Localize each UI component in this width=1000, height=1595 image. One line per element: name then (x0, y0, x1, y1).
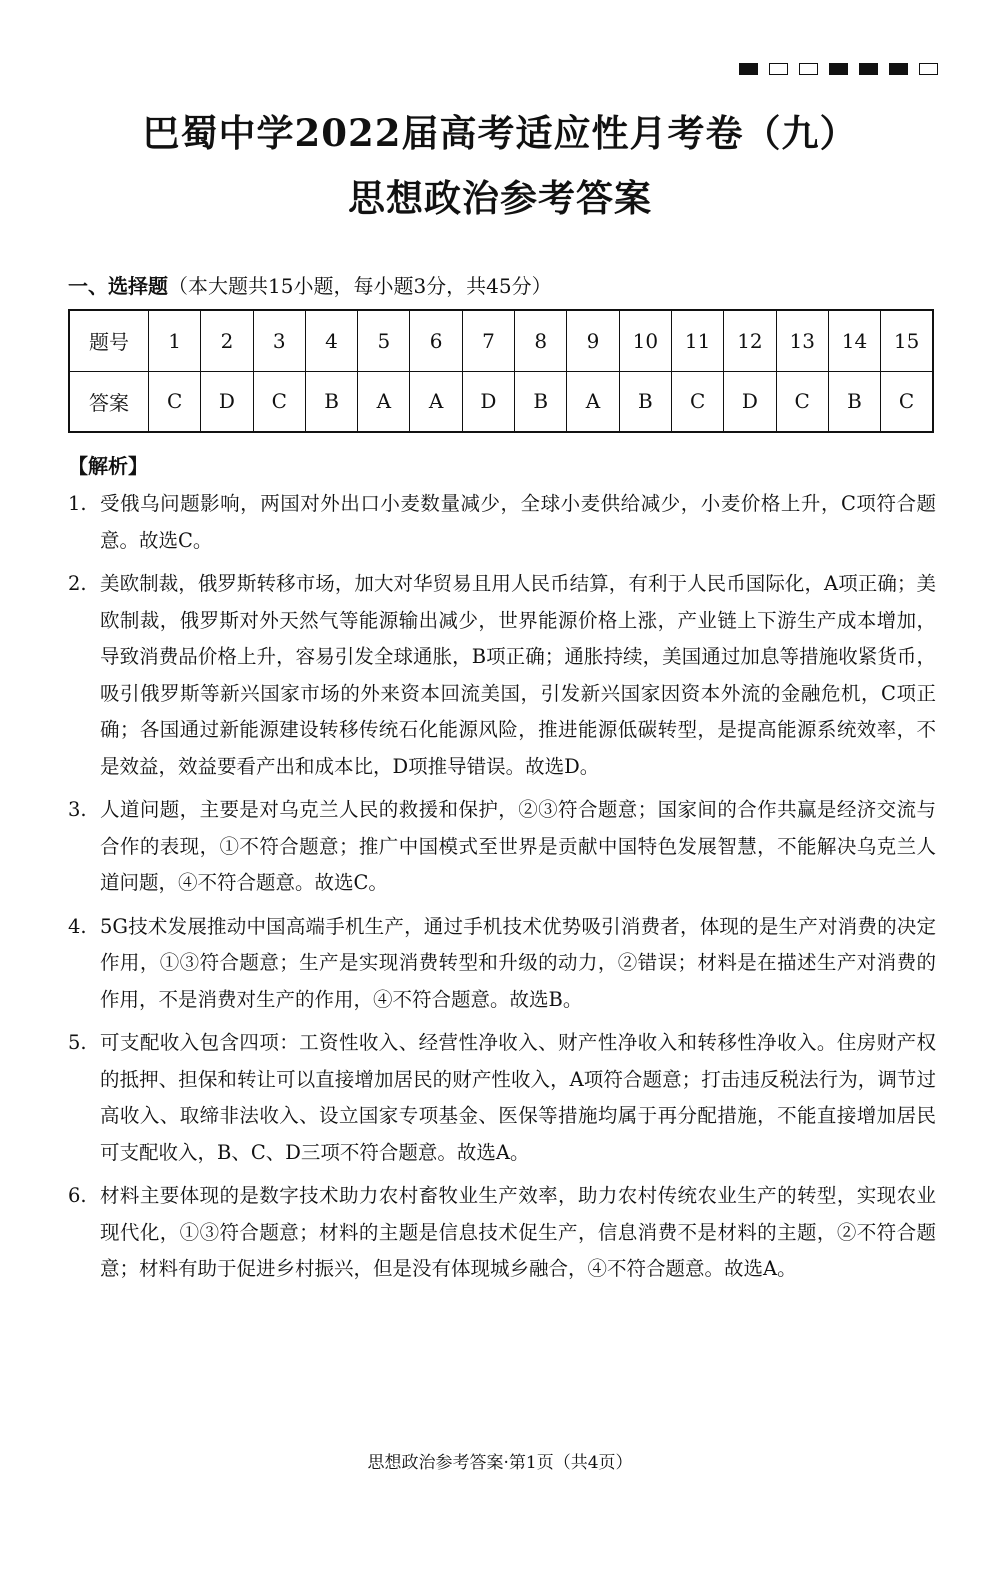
question-number: 11 (671, 310, 723, 371)
item-text: 受俄乌问题影响，两国对外出口小麦数量减少，全球小麦供给减少，小麦价格上升，C项符合题意。故选C。 (100, 492, 936, 552)
analysis-item (68, 1025, 936, 1171)
mark-filled (889, 63, 908, 75)
section-note: （本大题共15小题，每小题3分，共45分） (168, 274, 552, 298)
answer-cell: C (881, 371, 933, 432)
answer-cell: A (410, 371, 462, 432)
mark-empty (919, 63, 938, 75)
question-number: 7 (462, 310, 514, 371)
mark-filled (859, 63, 878, 75)
analysis-heading: 【解析】 (68, 454, 148, 478)
document-title: 巴蜀中学2022届高考适应性月考卷（九） (142, 111, 858, 155)
question-number: 6 (410, 310, 462, 371)
item-text: 5G技术发展推动中国高端手机生产，通过手机技术优势吸引消费者，体现的是生产对消费的决定作用，①③符合题意；生产是实现消费转型和升级的动力，②错误；材料是在描述生产对消费的作用，不是消费对生产的作用，④不符合题意。故选B。 (100, 914, 936, 1011)
row-label: 题号 (69, 310, 149, 371)
answer-cell: B (828, 371, 880, 432)
answer-cell: C (149, 371, 201, 432)
question-number: 13 (776, 310, 828, 371)
item-text: 美欧制裁，俄罗斯转移市场，加大对华贸易且用人民币结算，有利于人民币国际化，A项正确；美欧制裁，俄罗斯对外天然气等能源输出减少，世界能源价格上涨，产业链上下游生产成本增加，导致消费品价格上升，容易引发全球通胀，B项正确；通胀持续，美国通过加息等措施收紧货币，吸引俄罗斯等新兴国家市场的外来资本回流美国，引发新兴国家因资本外流的金融危机，C项正确；各国通过新能源建设转移传统石化能源风险，推进能源低碳转型，是提高能源系统效率，不是效益，效益要看产出和成本比，D项推导错误。故选D。 (100, 572, 936, 778)
item-text: 可支配收入包含四项：工资性收入、经营性净收入、财产性净收入和转移性净收入。住房财产权的抵押、担保和转让可以直接增加居民的财产性收入，A项符合题意；打击违反税法行为，调节过高收入、取缔非法收入、设立国家专项基金、医保等措施均属于再分配措施，不能直接增加居民可支配收入，B、C、D三项不符合题意。故选A。 (100, 1031, 936, 1164)
row-label: 答案 (69, 371, 149, 432)
answer-cell: D (201, 371, 253, 432)
answer-cell: B (515, 371, 567, 432)
answer-cell: C (776, 371, 828, 432)
mark-empty (769, 63, 788, 75)
question-number: 4 (305, 310, 357, 371)
question-number: 8 (515, 310, 567, 371)
section-title: 一、选择题 (68, 274, 168, 298)
answer-cell: A (358, 371, 410, 432)
mark-empty (799, 63, 818, 75)
item-text: 人道问题，主要是对乌克兰人民的救援和保护，②③符合题意；国家间的合作共赢是经济交流与合作的表现，①不符合题意；推广中国模式至世界是贡献中国特色发展智慧，不能解决乌克兰人道问题，④不符合题意。故选C。 (100, 798, 936, 894)
item-text: 材料主要体现的是数字技术助力农村畜牧业生产效率，助力农村传统农业生产的转型，实现农业现代化，①③符合题意；材料的主题是信息技术促生产，信息消费不是材料的主题，②不符合题意；材料有助于促进乡村振兴，但是没有体现城乡融合，④不符合题意。故选A。 (100, 1184, 936, 1280)
question-number: 15 (881, 310, 933, 371)
answer-cell: A (567, 371, 619, 432)
item-number: 4. (68, 914, 87, 938)
analysis-item (68, 486, 936, 559)
analysis-item (68, 566, 936, 785)
answer-table (68, 309, 934, 433)
mark-filled (829, 63, 848, 75)
answer-cell: C (253, 371, 305, 432)
document-subtitle: 思想政治参考答案 (348, 176, 652, 220)
question-number: 5 (358, 310, 410, 371)
question-number: 1 (149, 310, 201, 371)
question-number: 3 (253, 310, 305, 371)
question-number: 12 (724, 310, 776, 371)
item-number: 2. (68, 572, 87, 595)
item-number: 5. (68, 1031, 87, 1054)
section-heading (68, 270, 552, 299)
answer-cell: B (305, 371, 357, 432)
answer-cell: D (724, 371, 776, 432)
analysis-item (68, 792, 936, 902)
answer-cell: C (671, 371, 723, 432)
page-marks (739, 63, 938, 75)
mark-filled (739, 63, 758, 75)
question-number: 2 (201, 310, 253, 371)
analysis-list (68, 486, 936, 1295)
analysis-item (68, 909, 936, 1019)
item-number: 6. (68, 1184, 87, 1207)
question-number: 10 (619, 310, 671, 371)
page-footer: 思想政治参考答案·第1页（共4页） (367, 1453, 633, 1473)
question-number: 9 (567, 310, 619, 371)
item-number: 3. (68, 798, 87, 821)
question-number-row (69, 310, 933, 371)
answer-cell: B (619, 371, 671, 432)
answer-cell: D (462, 371, 514, 432)
answer-row (69, 371, 933, 432)
analysis-item (68, 1178, 936, 1288)
question-number: 14 (828, 310, 880, 371)
item-number: 1. (68, 492, 87, 515)
